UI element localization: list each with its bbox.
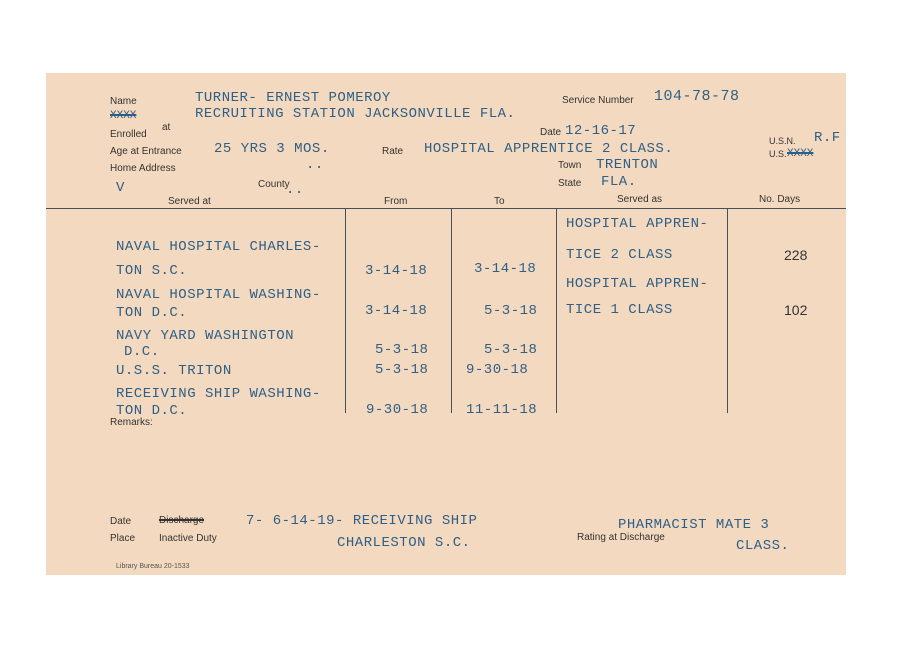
- rate-label: Rate: [382, 146, 404, 157]
- served-at-line: NAVAL HOSPITAL CHARLES-: [116, 239, 321, 255]
- no-days-value: 102: [784, 302, 808, 318]
- home-address-label: Home Address: [110, 163, 176, 174]
- col-no-days: No. Days: [759, 194, 801, 205]
- date-place-value: CHARLESTON S.C.: [337, 535, 471, 551]
- bureau-mark: Library Bureau 20-1533: [116, 563, 190, 570]
- col-to: To: [494, 196, 505, 207]
- from-date: 3-14-18: [365, 303, 428, 319]
- served-at-line: U.S.S. TRITON: [116, 363, 232, 379]
- served-as-line: HOSPITAL APPREN-: [566, 216, 709, 232]
- to-date: 3-14-18: [474, 261, 537, 277]
- usn-value: R.F: [814, 130, 841, 146]
- served-at-line: NAVY YARD WASHINGTON: [116, 328, 295, 344]
- state-label: State: [558, 178, 582, 189]
- rating-value: PHARMACIST MATE 3: [618, 517, 770, 533]
- county-value: ..: [286, 182, 304, 198]
- rating-label: Rating at Discharge: [577, 532, 665, 543]
- to-date: 9-30-18: [466, 362, 529, 378]
- date-place-value: 7- 6-14-19- RECEIVING SHIP: [246, 513, 478, 529]
- name-label: Name: [110, 96, 137, 107]
- served-as-line: TICE 1 CLASS: [566, 302, 673, 318]
- age-label: Age at Entrance: [110, 146, 182, 157]
- home-address-value: ..: [306, 157, 324, 173]
- served-at-line: TON D.C.: [116, 403, 188, 419]
- column-rule-4: [727, 208, 728, 413]
- rating-value: CLASS.: [736, 538, 790, 554]
- no-days-value: 228: [784, 247, 808, 263]
- to-date: 5-3-18: [484, 342, 538, 358]
- name-value: TURNER- ERNEST POMEROY: [195, 90, 391, 106]
- state-value: FLA.: [601, 174, 637, 190]
- to-date: 11-11-18: [466, 402, 538, 418]
- remarks-label: Remarks:: [110, 417, 153, 428]
- service-number-value: 104-78-78: [654, 88, 740, 105]
- served-as-line: TICE 2 CLASS: [566, 247, 673, 263]
- to-date: 5-3-18: [484, 303, 538, 319]
- rate-value: HOSPITAL APPRENTICE 2 CLASS.: [424, 141, 674, 157]
- from-date: 5-3-18: [375, 362, 429, 378]
- usn2-label: U.S.: [769, 149, 787, 159]
- enlisted-value: RECRUITING STATION JACKSONVILLE FLA.: [195, 106, 516, 122]
- service-number-label: Service Number: [562, 95, 634, 106]
- served-at-line: NAVAL HOSPITAL WASHING-: [116, 287, 321, 303]
- county-label: County: [258, 179, 290, 190]
- footer-place-label: Place: [110, 533, 136, 544]
- at-label: at: [162, 122, 171, 133]
- v-mark: V: [116, 180, 125, 196]
- served-as-line: HOSPITAL APPREN-: [566, 276, 709, 292]
- service-record-card: [46, 73, 846, 575]
- col-from: From: [384, 196, 408, 207]
- enrolled-label: Enrolled: [110, 129, 147, 140]
- served-at-line: TON D.C.: [116, 305, 188, 321]
- inactive-duty-label: Inactive Duty: [159, 533, 217, 544]
- enlisted-struck-text: XXXX: [110, 110, 137, 122]
- served-at-line: RECEIVING SHIP WASHING-: [116, 386, 321, 402]
- date-value: 12-16-17: [565, 123, 637, 139]
- from-date: 9-30-18: [366, 402, 429, 418]
- served-at-line: TON S.C.: [116, 263, 188, 279]
- age-value: 25 YRS 3 MOS.: [214, 141, 330, 157]
- column-rule-2: [451, 208, 452, 413]
- col-served-at: Served at: [168, 196, 211, 207]
- footer-date-label: Date: [110, 516, 132, 527]
- usn2-struck-text: XXXX: [787, 148, 814, 160]
- date-label: Date: [540, 127, 562, 138]
- usn-label: U.S.N.: [769, 136, 796, 146]
- town-value: TRENTON: [596, 157, 659, 173]
- column-rule-1: [345, 208, 346, 413]
- header-rule: [46, 208, 846, 209]
- discharge-struck-text: Discharge: [159, 515, 205, 526]
- col-served-as: Served as: [617, 194, 663, 205]
- from-date: 5-3-18: [375, 342, 429, 358]
- column-rule-3: [556, 208, 557, 413]
- town-label: Town: [558, 160, 582, 171]
- served-at-line: D.C.: [124, 344, 160, 360]
- from-date: 3-14-18: [365, 263, 428, 279]
